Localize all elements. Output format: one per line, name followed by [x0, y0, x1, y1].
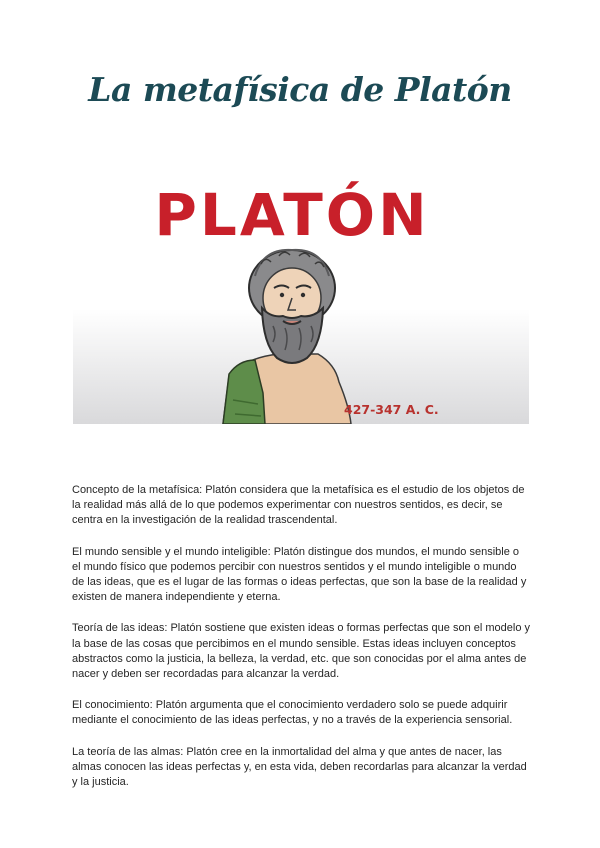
- plato-illustration: [73, 168, 529, 424]
- paragraph-theory-of-ideas: Teoría de las ideas: Platón sostiene que existen ideas o formas perfectas que son el modelo y la base de las cosas que percibimos en el mundo sensible. Estas ideas incluyen conceptos abstractos como la justicia, la belleza, la verdad, etc. que son conocidas por el alma antes de nacer y deben ser recordadas para alcanzar la verdad.: [72, 622, 530, 681]
- page-title: La metafísica de Platón: [88, 70, 512, 109]
- paragraph-theory-of-souls: La teoría de las almas: Platón cree en la inmortalidad del alma y que antes de nacer, las almas conocen las ideas perfectas y, en esta vida, deben recordarlas para alcanzar la verdad y la justicia.: [72, 745, 527, 789]
- paragraph-two-worlds: El mundo sensible y el mundo inteligible: Platón distingue dos mundos, el mundo sensible o el mundo físico que podemos percibir con nuestros sentidos y el mundo inteligible o mundo de las ideas, que es el lugar de las formas o ideas perfectas, que son la base de la realidad y existen de manera independiente y eterna.: [72, 545, 527, 604]
- paragraph-metaphysics-concept: Concepto de la metafísica: Platón considera que la metafísica es el estudio de los objetos de la realidad más allá de lo que podemos experimentar con nuestros sentidos, es decir, se centra en la investigación de la realidad trascendental.: [72, 484, 525, 527]
- paragraph-knowledge: El conocimiento: Platón argumenta que el conocimiento verdadero solo se puede adquirir mediante el conocimiento de las ideas perfectas, y no a través de la experiencia sensorial.: [72, 699, 513, 727]
- illustration-dates: 427-347 A. C.: [344, 402, 439, 417]
- body-text: [72, 483, 530, 806]
- illustration-heading: PLATÓN: [154, 181, 430, 249]
